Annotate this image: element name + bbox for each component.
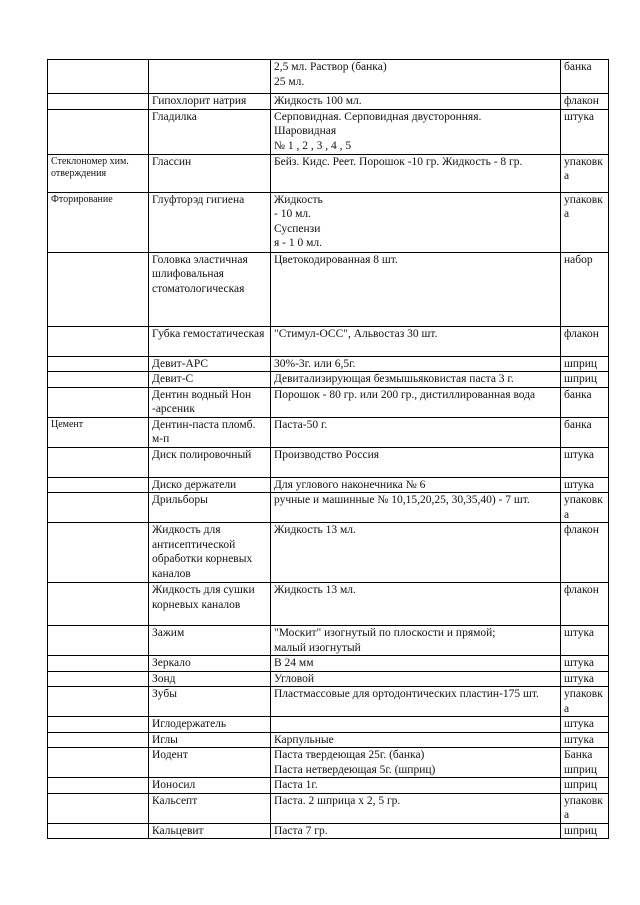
unit-line: штука (564, 718, 594, 730)
description-cell (271, 656, 561, 672)
category-cell (48, 671, 149, 687)
description-cell (271, 626, 561, 656)
description-line: Для углового наконечника № 6 (274, 478, 426, 491)
table-row (48, 326, 609, 356)
description-line: Паста 1г. (274, 779, 318, 791)
item-name-cell: Зажим (149, 626, 271, 656)
unit-cell (561, 60, 609, 94)
description-line: Карпульные (274, 733, 334, 746)
category-cell (48, 717, 149, 733)
unit-line: упаковка (564, 193, 603, 220)
unit-line: штука (564, 448, 594, 461)
table-row (48, 778, 609, 794)
item-name-cell: Глуфторэд гигиена (149, 192, 271, 252)
unit-cell (561, 717, 609, 733)
table-row (48, 717, 609, 733)
category-cell (48, 732, 149, 748)
unit-cell (561, 748, 609, 778)
item-name-cell: Гипохлорит натрия (149, 94, 271, 110)
unit-line: банка (564, 388, 592, 401)
item-name-cell: Дентин-паста пломб. м-п (149, 417, 271, 447)
description-cell (271, 523, 561, 583)
item-name-cell: Девит-АРС (149, 356, 271, 372)
unit-cell (561, 687, 609, 717)
category-cell (48, 778, 149, 794)
category-cell (48, 793, 149, 823)
unit-line: упаковка (564, 688, 603, 715)
description-line: Шаровидная (274, 125, 337, 137)
table-row (48, 192, 609, 252)
description-cell (271, 326, 561, 356)
unit-cell (561, 793, 609, 823)
table-row (48, 583, 609, 626)
description-line: Паста 7 гр. (274, 824, 328, 837)
unit-cell (561, 252, 609, 326)
category-cell: Цемент (48, 417, 149, 447)
description-line: "Москит" изогнутый по плоскости и прямой; (274, 627, 496, 639)
category-cell (48, 493, 149, 523)
description-line: "Стимул-ОСС", Альвостаз 30 шт. (274, 327, 438, 340)
table-row (48, 671, 609, 687)
category-cell (48, 523, 149, 583)
unit-cell (561, 656, 609, 672)
unit-cell (561, 523, 609, 583)
unit-line: флакон (564, 327, 599, 340)
unit-cell (561, 154, 609, 192)
description-line: я - 1 0 мл. (274, 237, 323, 249)
item-name-cell: Иглы (149, 732, 271, 748)
category-cell (48, 60, 149, 94)
unit-line: упаковка (564, 494, 603, 521)
unit-cell (561, 387, 609, 417)
category-cell (48, 326, 149, 356)
unit-cell (561, 356, 609, 372)
unit-line: шприц (564, 763, 598, 776)
description-cell (271, 583, 561, 626)
description-line: 25 мл. (274, 75, 305, 88)
unit-line: штука (564, 627, 594, 639)
description-line: Серповидная. Серповидная двусторонняя. (274, 110, 482, 123)
unit-cell (561, 372, 609, 388)
category-cell: Стеклономер хим. отверждения (48, 154, 149, 192)
description-cell (271, 717, 561, 733)
category-cell (48, 387, 149, 417)
table-row (48, 356, 609, 372)
table-row (48, 477, 609, 493)
item-name-cell: Жидкость для антисептической обработки корневых каналов (149, 523, 271, 583)
description-cell (271, 748, 561, 778)
table-body (48, 60, 609, 839)
description-cell (271, 192, 561, 252)
description-cell (271, 109, 561, 154)
description-line: Паста твердеющая 25г. (банка) (274, 749, 425, 761)
description-cell (271, 778, 561, 794)
description-cell (271, 671, 561, 687)
item-name-cell (149, 60, 271, 94)
category-cell (48, 687, 149, 717)
description-line: ручные и машинные № 10,15,20,25, 30,35,40) - 7 шт. (274, 494, 530, 506)
unit-line: штука (564, 657, 594, 669)
table-row (48, 687, 609, 717)
table-row (48, 60, 609, 94)
description-line: - 10 мл. (274, 208, 311, 220)
description-cell (271, 732, 561, 748)
unit-line: штука (564, 733, 594, 746)
description-cell (271, 252, 561, 326)
description-cell (271, 447, 561, 477)
item-name-cell: Диск полировочный (149, 447, 271, 477)
category-cell (48, 372, 149, 388)
unit-cell (561, 326, 609, 356)
unit-cell (561, 626, 609, 656)
unit-cell (561, 94, 609, 110)
unit-cell (561, 417, 609, 447)
description-line: Цветокодированная 8 шт. (274, 253, 398, 266)
description-cell (271, 493, 561, 523)
description-line: № 1 , 2 , 3 , 4 , 5 (274, 139, 352, 152)
table-row (48, 823, 609, 839)
description-cell (271, 356, 561, 372)
item-name-cell: Жидкость для сушки корневых каналов (149, 583, 271, 626)
unit-line: шприц (564, 357, 598, 370)
description-cell (271, 94, 561, 110)
unit-cell (561, 493, 609, 523)
table-row (48, 493, 609, 523)
description-cell (271, 387, 561, 417)
item-name-cell: Дрильборы (149, 493, 271, 523)
table-row (48, 387, 609, 417)
description-line: 2,5 мл. Раствор (банка) (274, 61, 387, 73)
table-row (48, 252, 609, 326)
description-line: Бейз. Кидс. Реет. Порошок -10 гр. Жидкость - 8 гр. (274, 155, 523, 168)
unit-line: упаковка (564, 155, 603, 182)
item-name-cell: Девит-С (149, 372, 271, 388)
unit-cell (561, 583, 609, 626)
unit-line: шприц (564, 779, 598, 791)
unit-line: банка (564, 61, 592, 73)
table-row (48, 417, 609, 447)
unit-line: штука (564, 672, 594, 685)
description-line: Паста. 2 шприца х 2, 5 гр. (274, 794, 401, 807)
unit-line: шприц (564, 824, 598, 837)
table-row (48, 523, 609, 583)
unit-line: упаковка (564, 794, 603, 821)
description-cell (271, 154, 561, 192)
table-row (48, 109, 609, 154)
item-name-cell: Гладилка (149, 109, 271, 154)
unit-cell (561, 109, 609, 154)
description-line: Жидкость (274, 193, 323, 206)
description-line: Девитализирующая безмышьяковистая паста 3 г. (274, 373, 514, 385)
item-name-cell: Ионосил (149, 778, 271, 794)
description-line: Жидкость 100 мл. (274, 95, 362, 107)
description-line: Порошок - 80 гр. или 200 гр., дистиллированная вода (274, 388, 536, 401)
table-row (48, 656, 609, 672)
description-line: Пластмассовые для ортодонтических пластин-175 шт. (274, 688, 539, 700)
item-name-cell: Кальсепт (149, 793, 271, 823)
unit-cell (561, 447, 609, 477)
item-name-cell: Головка эластичная шлифовальная стоматологическая (149, 252, 271, 326)
description-cell (271, 60, 561, 94)
description-cell (271, 823, 561, 839)
unit-cell (561, 732, 609, 748)
description-cell (271, 793, 561, 823)
unit-cell (561, 823, 609, 839)
unit-cell (561, 778, 609, 794)
unit-line: флакон (564, 524, 599, 536)
category-cell (48, 626, 149, 656)
description-line: Жидкость 13 мл. (274, 584, 356, 596)
category-cell: Фторирование (48, 192, 149, 252)
table-row (48, 732, 609, 748)
item-name-cell: Диско держатели (149, 477, 271, 493)
table-row (48, 154, 609, 192)
description-line: 30%-3г. или 6,5г. (274, 357, 356, 370)
item-name-cell: Зубы (149, 687, 271, 717)
description-cell (271, 417, 561, 447)
item-name-cell: Глассин (149, 154, 271, 192)
description-cell (271, 372, 561, 388)
table-row (48, 372, 609, 388)
description-cell (271, 477, 561, 493)
category-cell (48, 109, 149, 154)
category-cell (48, 823, 149, 839)
unit-line: Банка (564, 749, 593, 761)
item-name-cell: Зонд (149, 671, 271, 687)
unit-line: штука (564, 110, 594, 123)
item-name-cell: Иодент (149, 748, 271, 778)
unit-line: шприц (564, 373, 598, 385)
unit-line: флакон (564, 95, 599, 107)
document-page (47, 59, 608, 839)
category-cell (48, 748, 149, 778)
category-cell (48, 447, 149, 477)
unit-line: штука (564, 478, 594, 491)
description-line: В 24 мм (274, 657, 314, 669)
item-name-cell: Губка гемостатическая (149, 326, 271, 356)
table-row (48, 94, 609, 110)
category-cell (48, 356, 149, 372)
table-row (48, 748, 609, 778)
item-name-cell: Иглодержатель (149, 717, 271, 733)
item-name-cell: Зеркало (149, 656, 271, 672)
unit-line: набор (564, 253, 593, 266)
unit-cell (561, 192, 609, 252)
unit-cell (561, 671, 609, 687)
category-cell (48, 656, 149, 672)
category-cell (48, 477, 149, 493)
item-name-cell: Дентин водный Нон -арсеник (149, 387, 271, 417)
description-line: малый изогнутый (274, 641, 361, 654)
description-line: Угловой (274, 672, 315, 685)
description-line: Паста нетвердеющая 5г. (шприц) (274, 763, 436, 776)
category-cell (48, 252, 149, 326)
table-row (48, 793, 609, 823)
materials-table (47, 59, 609, 839)
description-line: Жидкость 13 мл. (274, 524, 356, 536)
unit-line: флакон (564, 584, 599, 596)
description-line: Суспензи (274, 222, 321, 235)
category-cell (48, 583, 149, 626)
description-cell (271, 687, 561, 717)
table-row (48, 626, 609, 656)
description-line: Производство Россия (274, 448, 380, 461)
description-line: Паста-50 г. (274, 418, 328, 431)
category-cell (48, 94, 149, 110)
item-name-cell: Кальцевит (149, 823, 271, 839)
table-row (48, 447, 609, 477)
unit-cell (561, 477, 609, 493)
unit-line: банка (564, 418, 592, 431)
